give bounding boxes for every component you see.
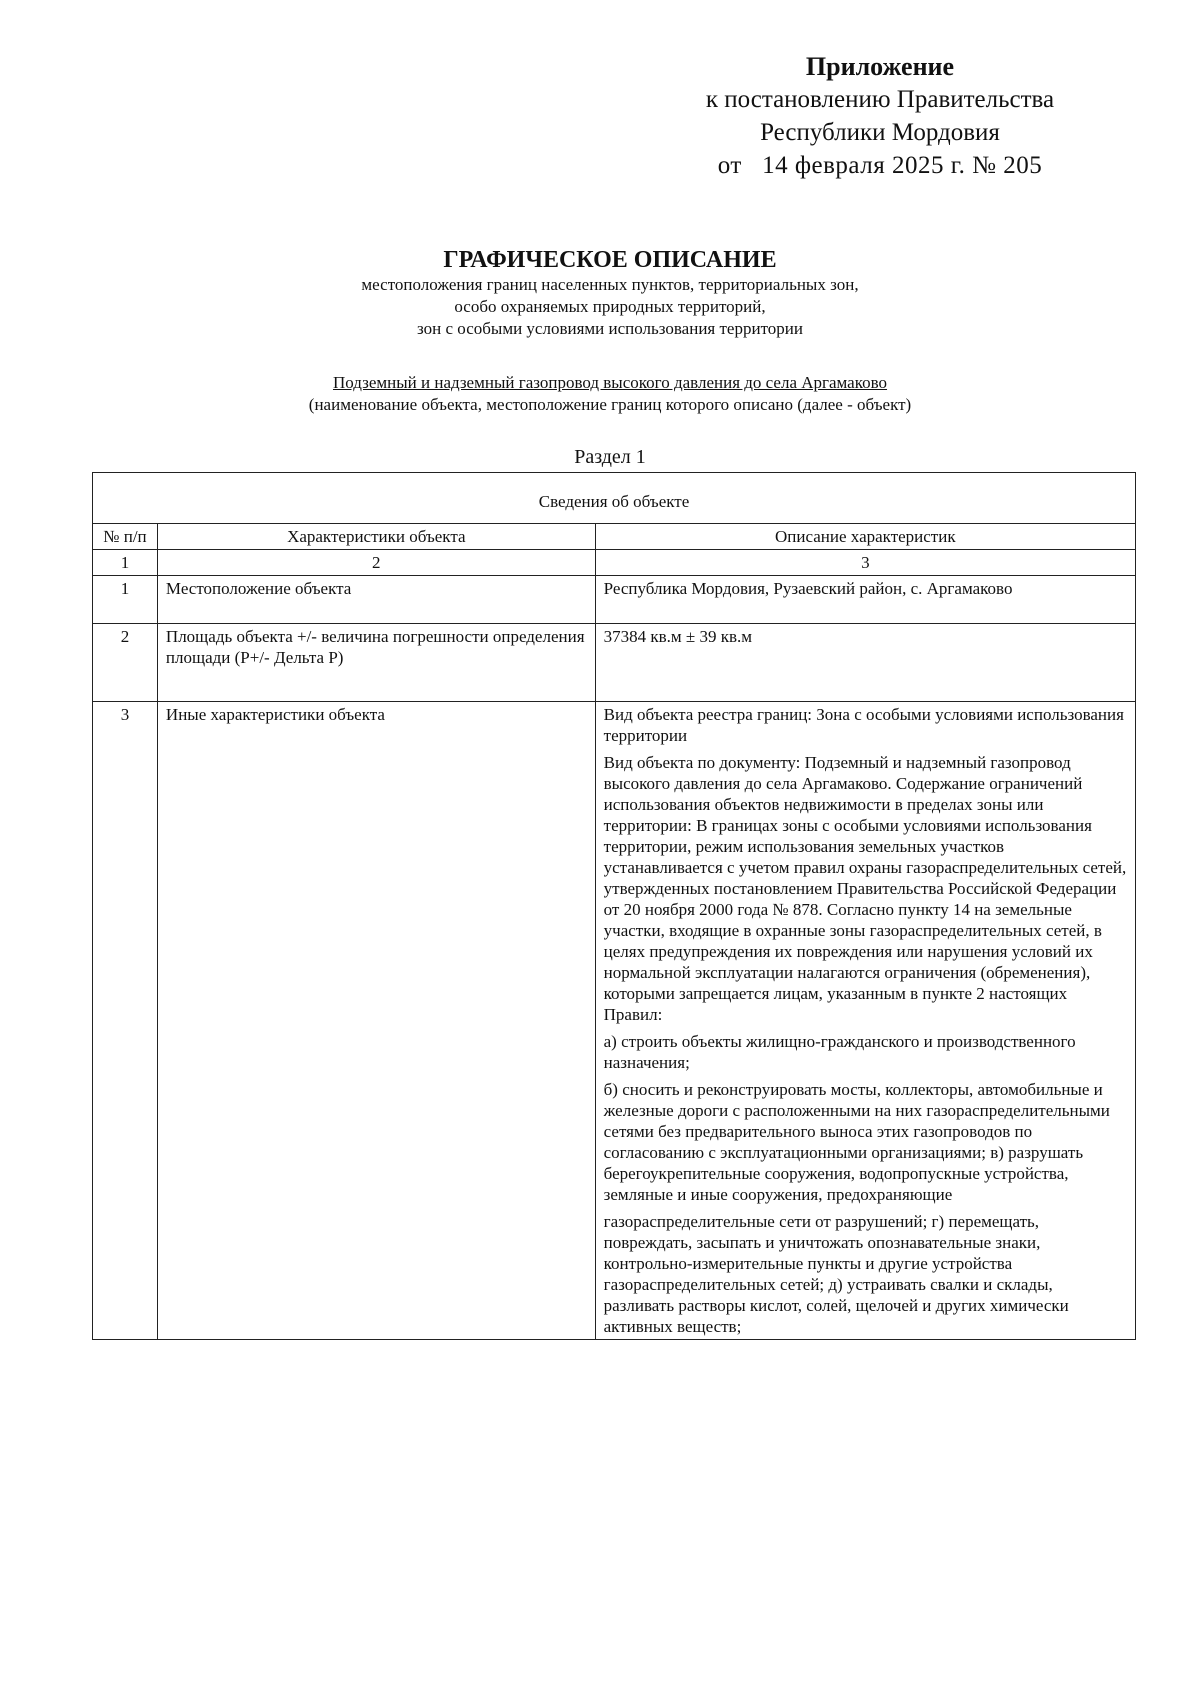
description-paragraph: газораспределительные сети от разрушений; г) перемещать, повреждать, засыпать и уничтожать опознавательные знаки, контрольно-измерительные пункты и другие устройства газораспределительных сетей; д) устраивать свалки и склады, разливать растворы кислот, солей, щелочей и других химически активных веществ; — [603, 1212, 1069, 1336]
header-description: Описание характеристик — [595, 524, 1135, 550]
document-header — [0, 246, 1200, 340]
description-paragraph: Вид объекта по документу: Подземный и надземный газопровод высокого давления до села Аргамаково. Содержание ограничений использования объектов недвижимости в пределах зоны или территории: В границах зоны с особыми условиями использования территории, режим использования земельных участков устанавливается с учетом правил охраны газораспределительных сетей, утвержденных постановлением Правительства Российской Федерации от 20 ноября 2000 года № 878. Согласно пункту 14 на земельные участки, входящие в охранные зоны газораспределительных сетей, в целях предупреждения их повреждения или нарушения условий их нормальной эксплуатации налагаются ограничения (обременения), которыми запрещается лицам, указанным в пункте 2 настоящих Правил: — [603, 753, 1127, 1024]
row-description: Республика Мордовия, Рузаевский район, с. Аргамаково — [595, 576, 1135, 624]
header-characteristics: Характеристики объекта — [157, 524, 595, 550]
appendix-date: от 14 февраля 2025 г. № 205 — [717, 152, 1043, 179]
table-row — [93, 576, 1136, 624]
appendix-line-2: Республики Мордовия — [760, 119, 1000, 146]
document-title: ГРАФИЧЕСКОЕ ОПИСАНИЕ — [443, 247, 777, 273]
column-number-1: 1 — [93, 550, 158, 576]
object-name-block — [0, 372, 1200, 416]
description-paragraph: а) строить объекты жилищно-гражданского и производственного назначения; — [603, 1032, 1076, 1072]
document-subtitle-2: особо охраняемых природных территорий, — [454, 297, 766, 316]
row-description — [595, 702, 1135, 1340]
description-paragraph: б) сносить и реконструировать мосты, коллекторы, автомобильные и железные дороги с расположенными на них газораспределительными сетями без предварительного выноса этих газопроводов по согласованию с эксплуатационными организациями; в) разрушать берегоукрепительные сооружения, водопропускные устройства, земляные и иные сооружения, предохраняющие — [603, 1080, 1110, 1204]
row-number: 1 — [93, 576, 158, 624]
appendix-title: Приложение — [805, 52, 955, 81]
column-number-3: 3 — [595, 550, 1135, 576]
appendix-block — [600, 50, 1160, 182]
column-number-2: 2 — [157, 550, 595, 576]
row-number: 3 — [93, 702, 158, 1340]
document-subtitle-3: зон с особыми условиями использования территории — [417, 319, 803, 338]
table-row — [93, 624, 1136, 702]
header-number: № п/п — [93, 524, 158, 550]
object-info-table — [92, 472, 1136, 1340]
row-characteristic: Местоположение объекта — [157, 576, 595, 624]
object-name: Подземный и надземный газопровод высокого давления до села Аргамаково — [332, 373, 888, 392]
table-caption: Сведения об объекте — [93, 473, 1136, 524]
table-row — [93, 702, 1136, 1340]
table-caption-row — [93, 473, 1136, 524]
object-name-caption: (наименование объекта, местоположение границ которого описано (далее - объект) — [308, 395, 912, 414]
row-characteristic: Иные характеристики объекта — [157, 702, 595, 1340]
section-label: Раздел 1 — [574, 446, 646, 468]
row-description: 37384 кв.м ± 39 кв.м — [595, 624, 1135, 702]
table-numbering-row — [93, 550, 1136, 576]
row-number: 2 — [93, 624, 158, 702]
appendix-line-1: к постановлению Правительства — [705, 86, 1055, 113]
table-header-row — [93, 524, 1136, 550]
document-subtitle-1: местоположения границ населенных пунктов, территориальных зон, — [361, 275, 859, 294]
row-characteristic: Площадь объекта +/- величина погрешности определения площади (Р+/- Дельта Р) — [157, 624, 595, 702]
description-paragraph: Вид объекта реестра границ: Зона с особыми условиями использования территории — [603, 705, 1124, 745]
